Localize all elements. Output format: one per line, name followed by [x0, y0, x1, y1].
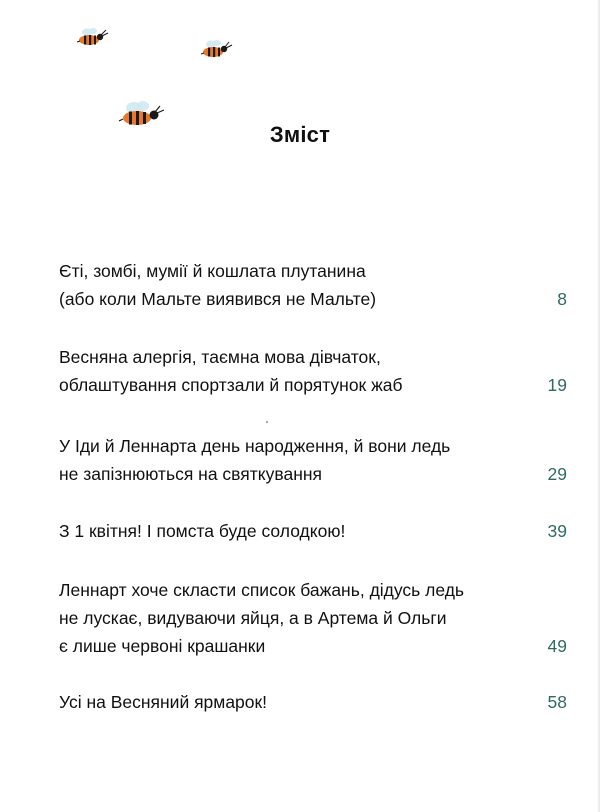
toc-page-number: 58 [547, 692, 567, 712]
toc-entry-line: Усі на Весняний ярмарок! [59, 692, 268, 712]
toc-entry[interactable] [59, 343, 567, 399]
toc-page-number: 8 [557, 289, 567, 309]
toc-entry-line: Леннарт хоче скласти список бажань, дідусь ледь [59, 580, 465, 600]
toc-entry[interactable] [59, 517, 567, 545]
toc-entry-line: є лише червоні крашанки [59, 636, 266, 656]
toc-entry-line: У Іди й Леннарта день народження, й вони ледь [59, 436, 451, 456]
toc-entry[interactable] [59, 688, 567, 716]
toc-entry-line: (або коли Мальте виявився не Мальте) [59, 289, 377, 309]
toc-page-number: 49 [547, 636, 567, 656]
toc-entry[interactable] [59, 432, 567, 488]
toc-entry-line: облаштування спортзали й порятунок жаб [59, 375, 403, 395]
toc-entry-line: не запізнюються на святкування [59, 464, 322, 484]
print-speck [266, 421, 268, 423]
toc-entry-line: З 1 квітня! І помста буде солодкою! [59, 521, 346, 541]
toc-page-number: 29 [547, 464, 567, 484]
toc-entry-line: Весняна алергія, таємна мова дівчаток, [59, 347, 381, 367]
bee-icon [200, 38, 234, 60]
toc-entry-line: Єті, зомбі, мумії й кошлата плутанина [59, 261, 366, 281]
toc-page-number: 19 [547, 375, 567, 395]
page-title: Зміст [269, 122, 331, 147]
toc-page-number: 39 [547, 521, 567, 541]
toc-entry[interactable] [59, 576, 567, 660]
toc-entry-line: не лускає, видуваючи яйця, а в Артема й Ольги [59, 608, 447, 628]
bee-icon [76, 27, 110, 49]
toc-entry[interactable] [59, 257, 567, 313]
